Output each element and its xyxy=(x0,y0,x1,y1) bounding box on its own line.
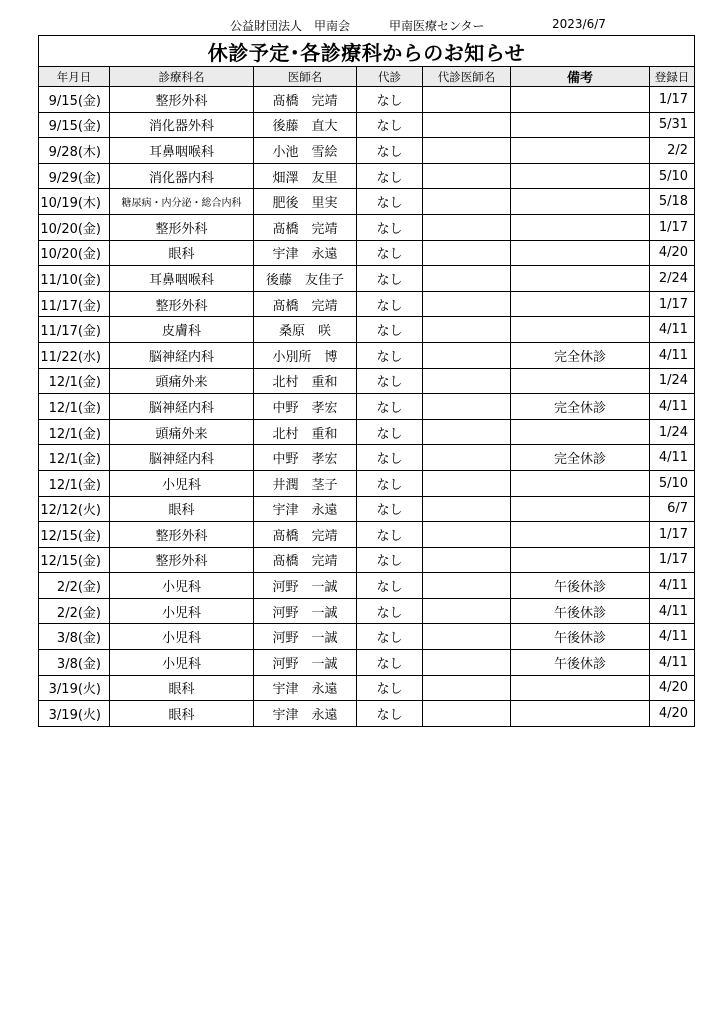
date-cell: 11/22(水) xyxy=(39,342,110,368)
table-body xyxy=(39,87,695,727)
note-cell: 午後休診 xyxy=(511,573,650,599)
department-cell: 整形外科 xyxy=(110,214,254,240)
table-row xyxy=(39,624,695,650)
column-header-doctor: 医師名 xyxy=(254,67,357,87)
date-cell: 3/8(金) xyxy=(39,650,110,676)
department-cell: 眼科 xyxy=(110,240,254,266)
registered-cell: 2/2 xyxy=(650,138,695,164)
department-cell: 消化器外科 xyxy=(110,112,254,138)
table-row xyxy=(39,598,695,624)
note-cell: 午後休診 xyxy=(511,598,650,624)
department-cell: 消化器内科 xyxy=(110,163,254,189)
department-cell: 脳神経内科 xyxy=(110,445,254,471)
note-cell xyxy=(511,214,650,240)
substitute-cell: なし xyxy=(357,394,423,420)
doctor-cell: 髙橋 完靖 xyxy=(254,547,357,573)
substitute-doctor-cell xyxy=(423,522,511,548)
department-cell: 皮膚科 xyxy=(110,317,254,343)
note-cell: 完全休診 xyxy=(511,342,650,368)
date-cell: 2/2(金) xyxy=(39,598,110,624)
department-cell: 小児科 xyxy=(110,470,254,496)
doctor-cell: 宇津 永遠 xyxy=(254,496,357,522)
substitute-cell: なし xyxy=(357,240,423,266)
substitute-cell: なし xyxy=(357,675,423,701)
registered-cell: 1/17 xyxy=(650,214,695,240)
substitute-cell: なし xyxy=(357,419,423,445)
note-cell xyxy=(511,291,650,317)
substitute-doctor-cell xyxy=(423,650,511,676)
registered-cell: 1/17 xyxy=(650,522,695,548)
substitute-doctor-cell xyxy=(423,240,511,266)
table-row xyxy=(39,214,695,240)
note-cell: 午後休診 xyxy=(511,650,650,676)
note-cell xyxy=(511,522,650,548)
department-cell: 脳神経内科 xyxy=(110,394,254,420)
column-header-date: 年月日 xyxy=(39,67,110,87)
department-cell: 整形外科 xyxy=(110,87,254,113)
substitute-doctor-cell xyxy=(423,266,511,292)
registered-cell: 5/18 xyxy=(650,189,695,215)
note-cell xyxy=(511,138,650,164)
substitute-doctor-cell xyxy=(423,214,511,240)
substitute-doctor-cell xyxy=(423,291,511,317)
note-cell xyxy=(511,675,650,701)
table-row xyxy=(39,394,695,420)
note-cell: 午後休診 xyxy=(511,624,650,650)
substitute-doctor-cell xyxy=(423,317,511,343)
registered-cell: 1/17 xyxy=(650,87,695,113)
column-header-row xyxy=(39,67,695,87)
department-cell: 整形外科 xyxy=(110,291,254,317)
doctor-cell: 井潤 茎子 xyxy=(254,470,357,496)
registered-cell: 2/24 xyxy=(650,266,695,292)
department-cell: 眼科 xyxy=(110,675,254,701)
note-cell xyxy=(511,547,650,573)
table-row xyxy=(39,445,695,471)
substitute-doctor-cell xyxy=(423,138,511,164)
table-row xyxy=(39,522,695,548)
document-header xyxy=(0,17,724,35)
note-cell xyxy=(511,87,650,113)
date-cell: 10/19(木) xyxy=(39,189,110,215)
registered-cell: 5/10 xyxy=(650,163,695,189)
department-cell: 眼科 xyxy=(110,496,254,522)
department-cell: 整形外科 xyxy=(110,522,254,548)
substitute-cell: なし xyxy=(357,317,423,343)
doctor-cell: 宇津 永遠 xyxy=(254,675,357,701)
date-cell: 11/17(金) xyxy=(39,317,110,343)
table-row xyxy=(39,240,695,266)
date-cell: 3/19(火) xyxy=(39,701,110,727)
date-cell: 9/15(金) xyxy=(39,112,110,138)
substitute-doctor-cell xyxy=(423,368,511,394)
registered-cell: 4/11 xyxy=(650,573,695,599)
table-row xyxy=(39,470,695,496)
table-row xyxy=(39,87,695,113)
substitute-cell: なし xyxy=(357,266,423,292)
note-cell xyxy=(511,470,650,496)
date-cell: 12/1(金) xyxy=(39,445,110,471)
closure-schedule-table xyxy=(38,35,695,727)
substitute-doctor-cell xyxy=(423,342,511,368)
table-row xyxy=(39,112,695,138)
doctor-cell: 河野 一誠 xyxy=(254,598,357,624)
substitute-doctor-cell xyxy=(423,87,511,113)
table-row xyxy=(39,701,695,727)
substitute-cell: なし xyxy=(357,189,423,215)
table-row xyxy=(39,317,695,343)
document-date: 2023/6/7 xyxy=(552,17,606,31)
department-cell: 小児科 xyxy=(110,624,254,650)
substitute-cell: なし xyxy=(357,624,423,650)
doctor-cell: 河野 一誠 xyxy=(254,573,357,599)
registered-cell: 1/24 xyxy=(650,368,695,394)
substitute-cell: なし xyxy=(357,138,423,164)
table-row xyxy=(39,138,695,164)
substitute-cell: なし xyxy=(357,573,423,599)
table-row xyxy=(39,496,695,522)
substitute-doctor-cell xyxy=(423,675,511,701)
registered-cell: 1/24 xyxy=(650,419,695,445)
date-cell: 12/1(金) xyxy=(39,419,110,445)
date-cell: 9/15(金) xyxy=(39,87,110,113)
substitute-cell: なし xyxy=(357,445,423,471)
date-cell: 9/29(金) xyxy=(39,163,110,189)
registered-cell: 5/10 xyxy=(650,470,695,496)
substitute-cell: なし xyxy=(357,291,423,317)
note-cell xyxy=(511,701,650,727)
substitute-doctor-cell xyxy=(423,163,511,189)
substitute-cell: なし xyxy=(357,650,423,676)
substitute-cell: なし xyxy=(357,112,423,138)
note-cell xyxy=(511,317,650,343)
substitute-doctor-cell xyxy=(423,112,511,138)
table-row xyxy=(39,291,695,317)
substitute-cell: なし xyxy=(357,598,423,624)
substitute-doctor-cell xyxy=(423,573,511,599)
department-cell: 糖尿病・内分泌・総合内科 xyxy=(110,189,254,215)
date-cell: 12/15(金) xyxy=(39,522,110,548)
doctor-cell: 北村 重和 xyxy=(254,419,357,445)
table-row xyxy=(39,650,695,676)
substitute-doctor-cell xyxy=(423,189,511,215)
column-header-substitute-doctor: 代診医師名 xyxy=(423,67,511,87)
note-cell xyxy=(511,163,650,189)
substitute-doctor-cell xyxy=(423,496,511,522)
note-cell: 完全休診 xyxy=(511,394,650,420)
date-cell: 12/1(金) xyxy=(39,394,110,420)
registered-cell: 5/31 xyxy=(650,112,695,138)
table-row xyxy=(39,342,695,368)
registered-cell: 4/11 xyxy=(650,650,695,676)
date-cell: 9/28(木) xyxy=(39,138,110,164)
table-row xyxy=(39,368,695,394)
note-cell xyxy=(511,189,650,215)
note-cell: 完全休診 xyxy=(511,445,650,471)
table-row xyxy=(39,266,695,292)
date-cell: 12/1(金) xyxy=(39,368,110,394)
substitute-cell: なし xyxy=(357,87,423,113)
registered-cell: 4/11 xyxy=(650,624,695,650)
doctor-cell: 畑澤 友里 xyxy=(254,163,357,189)
substitute-doctor-cell xyxy=(423,445,511,471)
organization-name: 公益財団法人 甲南会 xyxy=(230,19,351,33)
doctor-cell: 北村 重和 xyxy=(254,368,357,394)
registered-cell: 1/17 xyxy=(650,291,695,317)
note-cell xyxy=(511,112,650,138)
doctor-cell: 後藤 友佳子 xyxy=(254,266,357,292)
center-name: 甲南医療センター xyxy=(389,19,485,33)
doctor-cell: 小別所 博 xyxy=(254,342,357,368)
column-header-department: 診療科名 xyxy=(110,67,254,87)
registered-cell: 4/11 xyxy=(650,598,695,624)
table-row xyxy=(39,163,695,189)
page-title: 休診予定･各診療科からのお知らせ xyxy=(39,36,695,67)
doctor-cell: 中野 孝宏 xyxy=(254,394,357,420)
substitute-doctor-cell xyxy=(423,419,511,445)
date-cell: 3/8(金) xyxy=(39,624,110,650)
substitute-doctor-cell xyxy=(423,547,511,573)
registered-cell: 4/11 xyxy=(650,445,695,471)
substitute-cell: なし xyxy=(357,368,423,394)
doctor-cell: 宇津 永遠 xyxy=(254,240,357,266)
doctor-cell: 肥後 里実 xyxy=(254,189,357,215)
doctor-cell: 桑原 咲 xyxy=(254,317,357,343)
registered-cell: 4/11 xyxy=(650,342,695,368)
doctor-cell: 河野 一誠 xyxy=(254,624,357,650)
doctor-cell: 小池 雪絵 xyxy=(254,138,357,164)
date-cell: 10/20(金) xyxy=(39,240,110,266)
column-header-substitute: 代診 xyxy=(357,67,423,87)
registered-cell: 4/20 xyxy=(650,675,695,701)
substitute-cell: なし xyxy=(357,163,423,189)
doctor-cell: 後藤 直大 xyxy=(254,112,357,138)
substitute-doctor-cell xyxy=(423,624,511,650)
doctor-cell: 髙橋 完靖 xyxy=(254,87,357,113)
date-cell: 12/15(金) xyxy=(39,547,110,573)
substitute-cell: なし xyxy=(357,214,423,240)
registered-cell: 6/7 xyxy=(650,496,695,522)
note-cell xyxy=(511,240,650,266)
department-cell: 小児科 xyxy=(110,650,254,676)
department-cell: 小児科 xyxy=(110,598,254,624)
substitute-doctor-cell xyxy=(423,598,511,624)
substitute-cell: なし xyxy=(357,342,423,368)
department-cell: 眼科 xyxy=(110,701,254,727)
date-cell: 2/2(金) xyxy=(39,573,110,599)
table-row xyxy=(39,189,695,215)
registered-cell: 4/20 xyxy=(650,240,695,266)
registered-cell: 1/17 xyxy=(650,547,695,573)
department-cell: 頭痛外来 xyxy=(110,368,254,394)
note-cell xyxy=(511,419,650,445)
note-cell xyxy=(511,368,650,394)
substitute-cell: なし xyxy=(357,547,423,573)
column-header-registered: 登録日 xyxy=(650,67,695,87)
note-cell xyxy=(511,496,650,522)
substitute-cell: なし xyxy=(357,470,423,496)
doctor-cell: 髙橋 完靖 xyxy=(254,522,357,548)
column-header-note: 備考 xyxy=(511,67,650,87)
table-row xyxy=(39,675,695,701)
department-cell: 整形外科 xyxy=(110,547,254,573)
department-cell: 耳鼻咽喉科 xyxy=(110,138,254,164)
department-cell: 頭痛外来 xyxy=(110,419,254,445)
substitute-cell: なし xyxy=(357,522,423,548)
department-cell: 耳鼻咽喉科 xyxy=(110,266,254,292)
date-cell: 11/17(金) xyxy=(39,291,110,317)
department-cell: 小児科 xyxy=(110,573,254,599)
doctor-cell: 河野 一誠 xyxy=(254,650,357,676)
registered-cell: 4/11 xyxy=(650,394,695,420)
substitute-cell: なし xyxy=(357,701,423,727)
table-row xyxy=(39,573,695,599)
doctor-cell: 髙橋 完靖 xyxy=(254,291,357,317)
registered-cell: 4/11 xyxy=(650,317,695,343)
substitute-doctor-cell xyxy=(423,394,511,420)
date-cell: 10/20(金) xyxy=(39,214,110,240)
doctor-cell: 髙橋 完靖 xyxy=(254,214,357,240)
substitute-cell: なし xyxy=(357,496,423,522)
department-cell: 脳神経内科 xyxy=(110,342,254,368)
note-cell xyxy=(511,266,650,292)
registered-cell: 4/20 xyxy=(650,701,695,727)
date-cell: 11/10(金) xyxy=(39,266,110,292)
table-row xyxy=(39,419,695,445)
doctor-cell: 宇津 永遠 xyxy=(254,701,357,727)
doctor-cell: 中野 孝宏 xyxy=(254,445,357,471)
substitute-doctor-cell xyxy=(423,701,511,727)
date-cell: 12/1(金) xyxy=(39,470,110,496)
substitute-doctor-cell xyxy=(423,470,511,496)
date-cell: 3/19(火) xyxy=(39,675,110,701)
date-cell: 12/12(火) xyxy=(39,496,110,522)
table-row xyxy=(39,547,695,573)
